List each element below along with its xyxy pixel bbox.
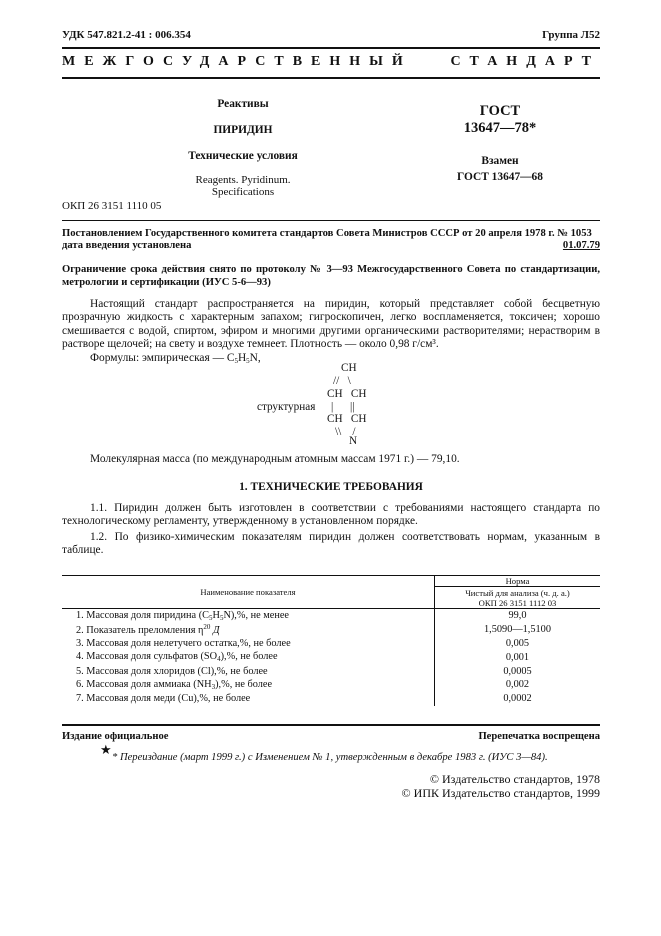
grade-line2: ОКП 26 3151 1112 03	[478, 597, 557, 608]
formula-n: N,	[249, 352, 261, 364]
english-title-line2: Specifications	[211, 186, 275, 198]
formula-line	[90, 352, 261, 365]
group-code: Группа Л52	[542, 29, 600, 41]
reissue-note: * Переиздание (март 1999 г.) с Изменением № 1, утвержденным в декабре 1983 г. (ИУС 3—84).	[112, 752, 548, 763]
formula-c-sub: 5	[234, 357, 238, 365]
struct-row5: CH CH	[327, 413, 367, 425]
title-rule	[62, 220, 600, 221]
section-title: 1. ТЕХНИЧЕСКИЕ ТРЕБОВАНИЯ	[239, 481, 423, 493]
row-value: 1,5090—1,5100	[484, 624, 551, 636]
product-name: ПИРИДИН	[213, 124, 273, 136]
table-row	[62, 637, 600, 651]
formula-prefix: Формулы: эмпирическая —	[90, 352, 224, 364]
row-value: 99,0	[508, 610, 527, 622]
row-value: 0,0005	[503, 665, 532, 677]
struct-row4: | ||	[331, 401, 355, 413]
intro-date-label: дата введения установлена	[62, 240, 192, 251]
table-row	[62, 650, 600, 664]
replaces-value: ГОСТ 13647—68	[457, 171, 543, 183]
struct-row3: CH CH	[327, 388, 367, 400]
official-edition: Издание официальное	[62, 731, 169, 742]
section-paragraph-1: 1.1. Пиридин должен быть изготовлен в соответствии с требованиями настоящего стандарта по технологическому регламенту, утвержденному в установленном порядке.	[62, 502, 600, 528]
row-name: 2. Показатель преломления $\eta^{20}$ Д	[62, 623, 435, 637]
decree-text: Постановлением Государственного комитета стандартов Совета Министров СССР от 20 апреля 1978 г. № 1053	[62, 228, 592, 239]
row-value: 0,0002	[503, 693, 532, 705]
product-subtitle: Технические условия	[188, 150, 298, 162]
table-row	[62, 692, 600, 706]
table-row	[62, 678, 600, 692]
intro-date: 01.07.79	[562, 240, 600, 251]
copyright-1999: © ИПК Издательство стандартов, 1999	[401, 786, 600, 800]
category-label: Реактивы	[217, 98, 269, 110]
struct-row2: // \	[333, 375, 351, 387]
table-header-indicator: Наименование показателя	[62, 576, 435, 609]
okp-code: ОКП 26 3151 1110 05	[62, 200, 162, 212]
row-value: 0,002	[505, 679, 530, 691]
star-icon: ★	[100, 742, 112, 757]
row-value: 0,005	[505, 637, 530, 649]
section-paragraph-2: 1.2. По физико-химическим показателям пиридин должен соответствовать нормам, указанным в таблице.	[62, 531, 600, 557]
formula-c: C	[226, 352, 235, 364]
struct-row1: CH	[341, 362, 357, 374]
restriction-note: Ограничение срока действия снято по протоколу № 3—93 Межгосударственного Совета по стандартизации, метрологии и сертификации (ИУС 5-6—93)	[62, 264, 600, 288]
row-name: 3. Массовая доля нелетучего остатка,%, не более	[62, 637, 435, 651]
row-name: 7. Массовая доля меди (Cu),%, не более	[62, 692, 435, 706]
row-name: 4. Массовая доля сульфатов $(SO_4),\%$, не более	[62, 650, 435, 664]
grade-line1: Чистый для анализа (ч. д. а.)	[465, 587, 570, 598]
molar-mass: Молекулярная масса (по международным атомным массам 1971 г.) — 79,10.	[90, 453, 460, 465]
table-header-grade	[435, 587, 601, 609]
row-value: 0,001	[505, 651, 530, 663]
reprint-prohibited: Перепечатка воспрещена	[478, 731, 600, 742]
row-name: 6. Массовая доля аммиака $(NH_3),\%$, не более	[62, 678, 435, 692]
table-header-norm: Норма	[435, 576, 601, 587]
row-name: 5. Массовая доля хлоридов (Cl),%, не более	[62, 664, 435, 678]
english-title-line1: Reagents. Pyridinum.	[195, 174, 291, 186]
table-row	[62, 609, 600, 623]
formula-h-sub: 5	[246, 357, 250, 365]
gost-label: ГОСТ	[479, 103, 521, 119]
requirements-table	[62, 575, 600, 706]
formula-h: H	[237, 352, 247, 364]
structural-label: структурная	[257, 401, 316, 413]
standard-banner: МЕЖГОСУДАРСТВЕННЫЙ СТАНДАРТ	[62, 54, 600, 69]
struct-row7: N	[349, 435, 358, 447]
table-row	[62, 623, 600, 637]
replaces-label: Взамен	[481, 155, 519, 167]
footer-rule	[62, 724, 600, 726]
gost-number: 13647—78*	[463, 120, 537, 136]
struct-row6: \\ /	[335, 426, 356, 438]
intro-paragraph: Настоящий стандарт распространяется на пиридин, который представляет собой бесцветную прозрачную жидкость с характерным запахом; гигроскопичен, легко воспламеняется, токсичен; хорошо смешивается с водой, спиртом, эфиром и многими другими органическими растворителями; нерастворим в растворе щелочей; на свету и воздухе темнеет. Плотность — около 0,98 г/см³.	[62, 298, 600, 351]
banner-rule	[62, 77, 600, 79]
udk-code: УДК 547.821.2-41 : 006.354	[62, 29, 191, 41]
row-name: 1. Массовая доля пиридина $(C_5H_5N),\%$, не менее	[62, 609, 435, 623]
top-rule	[62, 47, 600, 49]
copyright-1978: © Издательство стандартов, 1978	[429, 772, 600, 786]
table-row	[62, 664, 600, 678]
